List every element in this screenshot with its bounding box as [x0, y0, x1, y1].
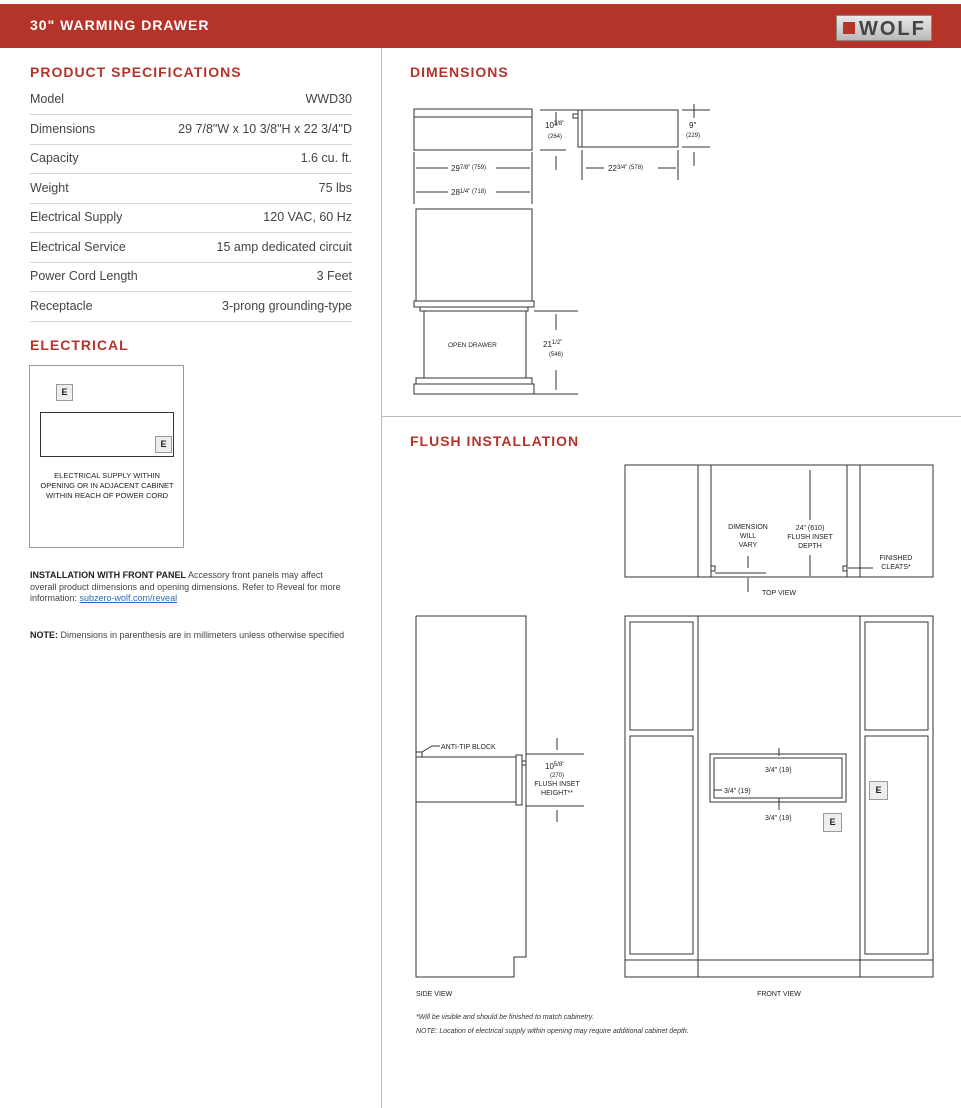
logo-text: WOLF — [859, 18, 926, 40]
spec-value: 3 Feet — [316, 269, 352, 283]
electrical-badge-inner: E — [155, 436, 172, 453]
open-depth-label: $21^{1/2"}$ — [543, 340, 563, 349]
reveal-top: 3/4" (19) — [765, 767, 792, 774]
anti-tip-label: ANTI-TIP BLOCK — [441, 744, 496, 751]
inner-width-label: $28^{1/4" (718)}$ — [451, 188, 487, 197]
inset-depth-3: DEPTH — [798, 543, 822, 550]
cleats-1: FINISHED — [879, 555, 913, 562]
spec-label: Receptacle — [30, 298, 93, 313]
spec-label: Electrical Supply — [30, 210, 123, 224]
dimension-drawing — [414, 104, 710, 394]
footnote-1: *Will be visible and should be finished to match cabinetry. — [416, 1014, 594, 1021]
spec-value: 75 lbs — [318, 180, 352, 195]
spec-value: 15 amp dedicated circuit — [216, 239, 352, 254]
depth-label: $22^{3/4" (578)}$ — [608, 164, 644, 173]
reveal-bottom: 3/4" (19) — [765, 815, 792, 822]
install-note-text: Accessory front panels may affect overall product dimensions and opening dimensions. Refer to Reveal for more information: — [30, 570, 341, 603]
spec-value: 120 VAC, 60 Hz — [263, 210, 352, 224]
dim-vary-3: VARY — [738, 542, 758, 549]
dim-vary-2: WILL — [739, 533, 757, 540]
top-view-drawing — [625, 465, 933, 592]
height-mm: (264) — [548, 134, 563, 140]
inset-depth-1: 24" (610) — [795, 525, 825, 532]
spec-label: Power Cord Length — [30, 269, 138, 283]
width-label: $29^{7/8" (759)}$ — [451, 164, 487, 173]
electrical-badge: E — [56, 384, 73, 401]
spec-label: Weight — [30, 180, 69, 195]
dimensions-heading: DIMENSIONS — [410, 64, 509, 80]
side-view-labels — [416, 744, 580, 998]
open-depth-mm: (546) — [549, 352, 564, 358]
page-title: 30" WARMING DRAWER — [30, 17, 210, 33]
open-drawer-label: OPEN DRAWER — [448, 342, 497, 349]
drawer-side-outline — [582, 110, 678, 147]
electrical-heading: ELECTRICAL — [30, 337, 129, 353]
electrical-caption: ELECTRICAL SUPPLY WITHIN OPENING OR IN ADJACENT CABINET WITHIN REACH OF POWER CORD — [40, 471, 174, 500]
inset-depth-2: FLUSH INSET — [787, 534, 833, 541]
cabinet-opening — [416, 209, 532, 301]
spec-label: Dimensions — [30, 121, 96, 136]
spec-value: 3-prong grounding-type — [222, 298, 352, 313]
height-label: $10^{3/8"}$ — [545, 121, 565, 130]
inset-height-mm: (270) — [549, 773, 565, 779]
mm-note-title: NOTE: — [30, 630, 58, 640]
top-view-label: TOP VIEW — [762, 590, 796, 597]
install-note-title: INSTALLATION WITH FRONT PANEL — [30, 570, 186, 580]
spec-value: 1.6 cu. ft. — [300, 151, 352, 165]
drawer-front-outline — [414, 109, 532, 150]
side-view-label: SIDE VIEW — [416, 991, 453, 998]
side-height-mm: (229) — [686, 133, 701, 139]
mm-note-text: Dimensions in parenthesis are in millimeters unless otherwise specified — [58, 630, 345, 640]
top-view-labels — [728, 524, 912, 597]
spec-label: Electrical Service — [30, 239, 126, 254]
front-view-label: FRONT VIEW — [757, 991, 801, 998]
inset-height-2: FLUSH INSET — [534, 781, 580, 788]
reveal-left: 3/4" (19) — [724, 788, 751, 795]
dimension-labels — [448, 121, 700, 358]
spec-label: Model — [30, 92, 65, 106]
spec-label: Capacity — [30, 151, 79, 165]
specs-heading: PRODUCT SPECIFICATIONS — [30, 64, 242, 80]
dim-vary-1: DIMENSION — [728, 524, 768, 531]
flush-heading: FLUSH INSTALLATION — [410, 433, 580, 449]
spec-value: WWD30 — [305, 92, 352, 106]
cleats-2: CLEATS* — [881, 564, 911, 571]
reveal-link[interactable]: subzero-wolf.com/reveal — [79, 593, 178, 603]
spec-value: 29 7/8"W x 10 3/8"H x 22 3/4"D — [178, 121, 352, 136]
front-view-badge-center: E — [823, 813, 842, 832]
front-view-badge-right: E — [869, 781, 888, 800]
footnote-2: NOTE: Location of electrical supply within opening may require additional cabinet depth. — [416, 1028, 689, 1035]
inset-height-3: HEIGHT** — [541, 790, 573, 797]
side-height-label: 9" — [689, 121, 697, 130]
inset-height-label: $10^{5/8"}$ — [545, 762, 565, 771]
